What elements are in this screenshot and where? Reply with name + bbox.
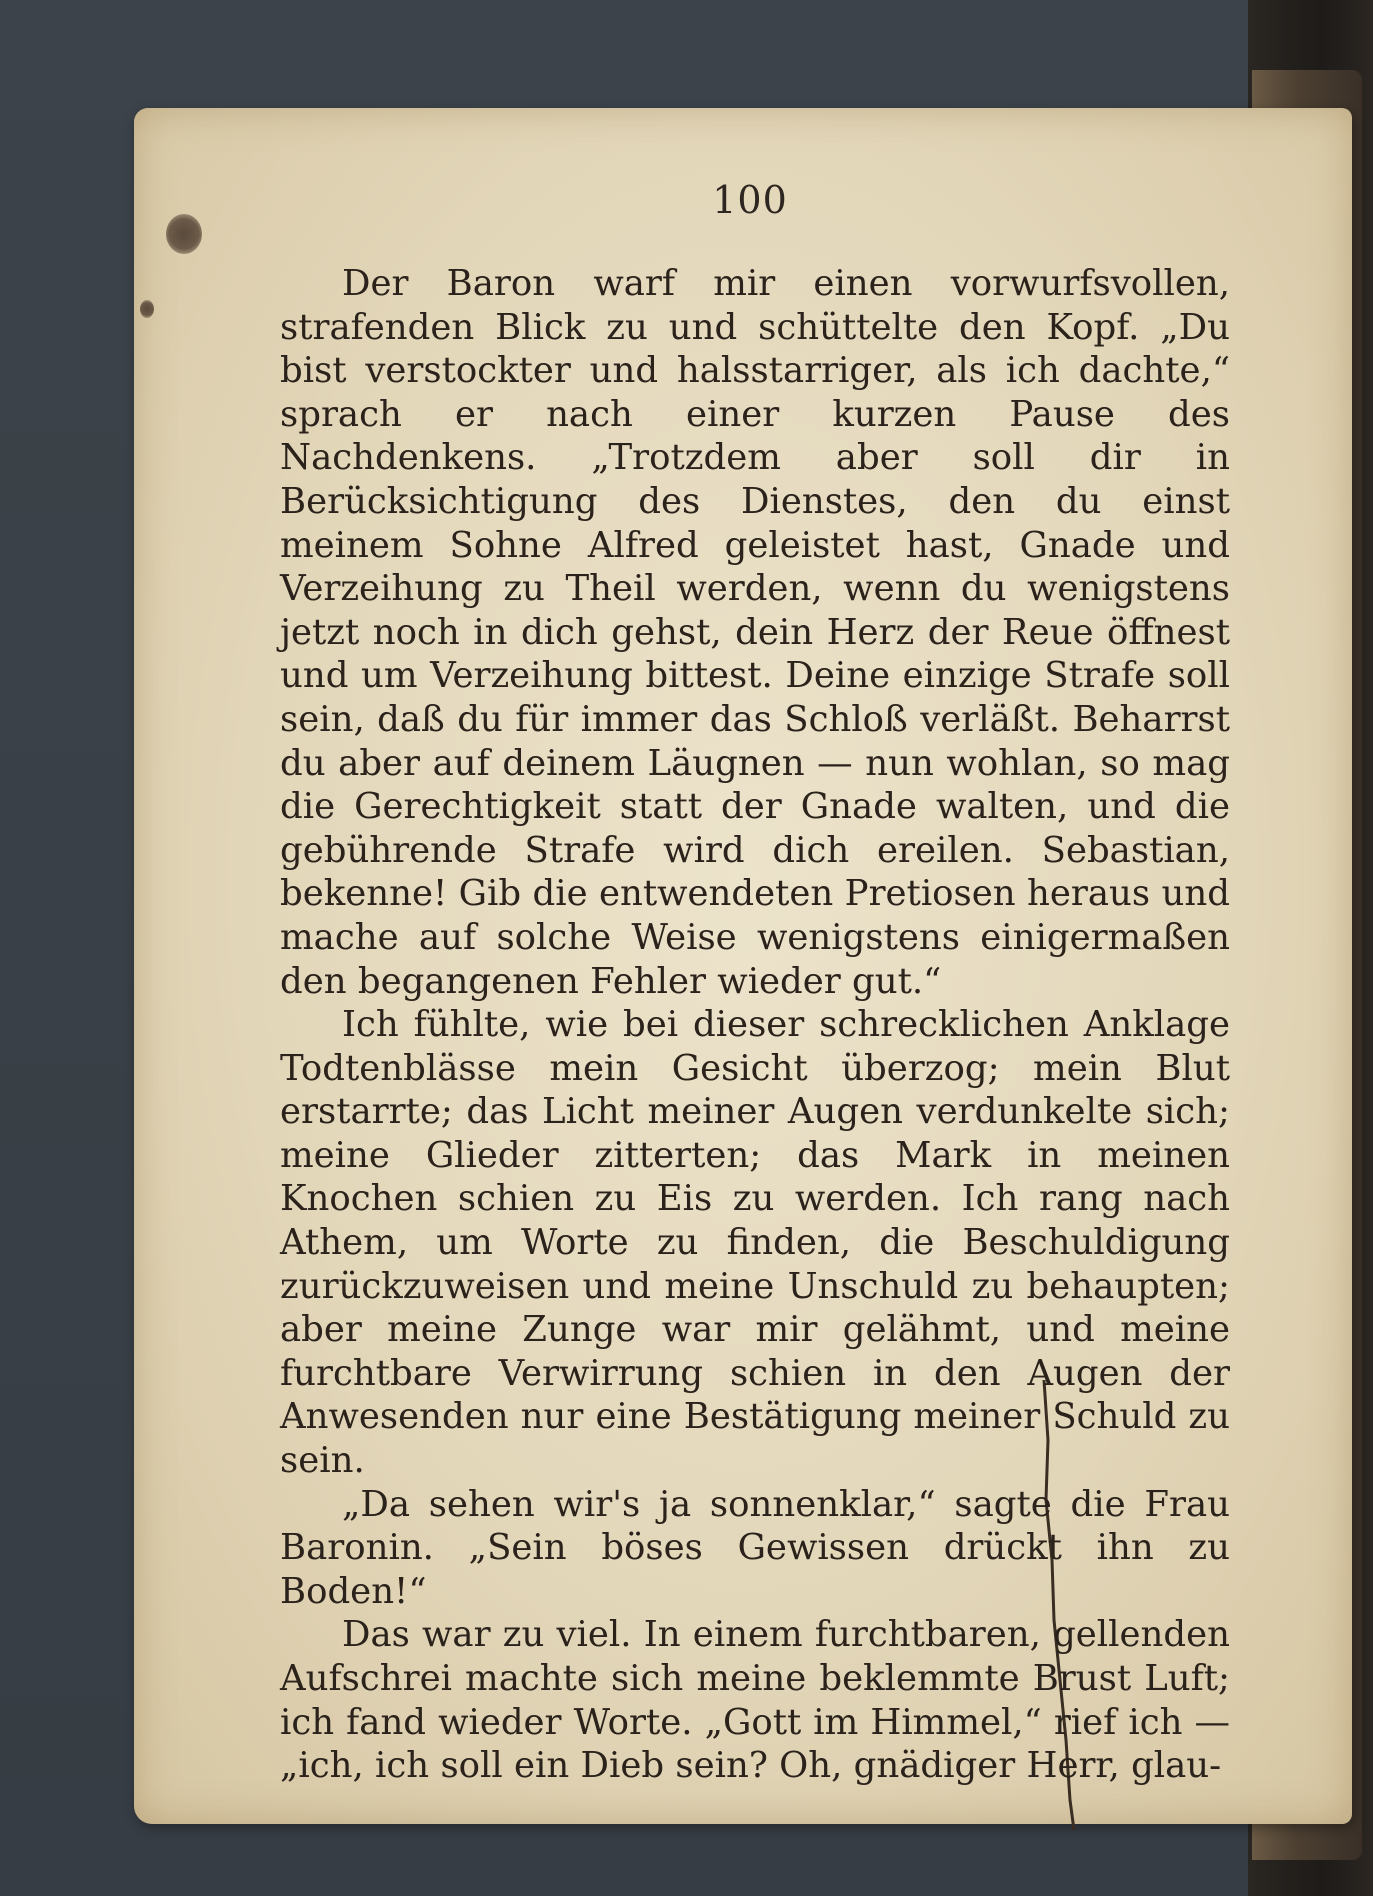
ink-stain [166,214,202,254]
paragraph: „Da sehen wir's ja sonnenklar,“ sagte die Frau Baronin. „Sein böses Gewissen drückt ihn zu Boden!“ [280,1483,1230,1612]
page-number: 100 [712,178,788,222]
paragraph: Der Baron warf mir einen vorwurfsvollen, strafenden Blick zu und schüttelte den Kopf. „Du bist verstockter und halsstarriger, als ich dachte,“ sprach er nach einer kurzen Pause des Nachdenkens. „Trotzdem aber soll dir in Berücksichtigung des Dienstes, den du einst meinem Sohne Alfred geleistet hast, Gnade und Verzeihung zu Theil werden, wenn du wenigstens jetzt noch in dich gehst, dein Herz der Reue öffnest und um Verzeihung bittest. Deine einzige Strafe soll sein, daß du für immer das Schloß verläßt. Beharrst du aber auf deinem Läugnen — nun wohlan, so mag die Gerechtigkeit statt der Gnade walten, und die gebührende Strafe wird dich ereilen. Sebastian, bekenne! Gib die entwendeten Pretiosen heraus und mache auf solche Weise wenigstens einigermaßen den begangenen Fehler wieder gut.“ [280,263,1230,1002]
ink-stain-small [140,300,154,318]
body-text [280,262,1230,1788]
paragraph: Das war zu viel. In einem furchtbaren, gellenden Aufschrei machte sich meine beklemmte Brust Luft; ich fand wieder Worte. „Gott im Himmel,“ rief ich — „ich, ich soll ein Dieb sein? Oh, gnädiger Herr, glau- [280,1614,1230,1787]
paragraph: Ich fühlte, wie bei dieser schrecklichen Anklage Todtenblässe mein Gesicht überzog; mein Blut erstarrte; das Licht meiner Augen verdunkelte sich; meine Glieder zitterten; das Mark in meinen Knochen schien zu Eis zu werden. Ich rang nach Athem, um Worte zu finden, die Beschuldigung zurückzuweisen und meine Unschuld zu behaupten; aber meine Zunge war mir gelähmt, und meine furchtbare Verwirrung schien in den Augen der Anwesenden nur eine Bestätigung meiner Schuld zu sein. [280,1004,1230,1482]
